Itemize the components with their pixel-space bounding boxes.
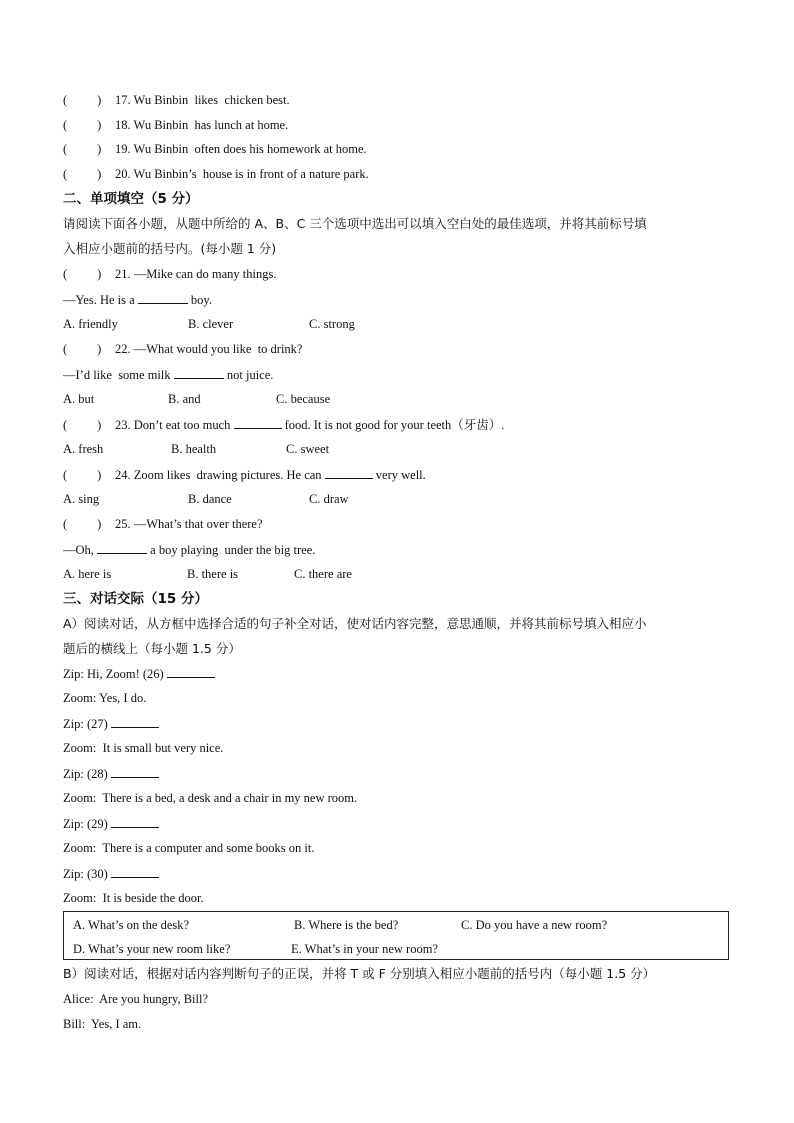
section-2-instruction-line-1: 请阅读下面各小题，从题中所给的 A、B、C 三个选项中选出可以填入空白处的最佳选项，并将其前标号填	[63, 216, 647, 231]
answer-bracket[interactable]	[63, 141, 115, 157]
bracket-right: )	[97, 517, 102, 531]
dialogue-line	[63, 715, 159, 732]
bracket-right: )	[97, 167, 102, 181]
bracket-right: )	[97, 342, 102, 356]
bracket-left: (	[63, 468, 68, 482]
item-number: 17.	[115, 93, 131, 107]
question-stem: 25. —What’s that over there?	[115, 517, 263, 531]
option-c[interactable]: C. there are	[294, 567, 352, 581]
option-c[interactable]: C. sweet	[286, 442, 330, 456]
stem-part: —Yes. He is a	[63, 293, 135, 307]
fill-blank[interactable]	[138, 291, 188, 304]
option-c[interactable]: C. draw	[309, 492, 349, 506]
stem-part: 23. Don’t eat too much	[115, 418, 231, 432]
dialogue-text: Zip: Hi, Zoom! (26)	[63, 667, 164, 681]
bracket-right: )	[97, 142, 102, 156]
dialogue-text: Zip: (28)	[63, 767, 108, 781]
dialogue-line: Zoom: There is a computer and some books on it.	[63, 841, 315, 855]
section-3a-instruction-line-1: A）阅读对话，从方框中选择合适的句子补全对话，使对话内容完整，意思通顺，并将其前标号填入相应小	[63, 616, 647, 631]
fill-blank[interactable]	[234, 416, 282, 429]
question-21	[63, 266, 276, 282]
box-option-c: C. Do you have a new room?	[461, 918, 608, 932]
bracket-right: )	[97, 93, 102, 107]
fill-blank[interactable]	[174, 366, 224, 379]
dialogue-b-line: Alice: Are you hungry, Bill?	[63, 992, 208, 1006]
bracket-right: )	[97, 418, 102, 432]
stem-part: a boy playing under the big tree.	[150, 543, 316, 557]
item-number: 18.	[115, 118, 131, 132]
option-a[interactable]: A. sing	[63, 492, 100, 506]
answer-bracket[interactable]	[63, 467, 115, 483]
answer-bracket[interactable]	[63, 266, 115, 282]
item-number: 20.	[115, 167, 131, 181]
box-option-a: A. What’s on the desk?	[73, 918, 190, 932]
options-row-1	[73, 917, 607, 933]
bracket-right: )	[97, 468, 102, 482]
option-a[interactable]: A. friendly	[63, 317, 118, 331]
question-stem: 22. —What would you like to drink?	[115, 342, 303, 356]
dialogue-line: Zoom: It is small but very nice.	[63, 741, 224, 755]
fill-blank[interactable]	[325, 466, 373, 479]
bracket-left: (	[63, 267, 68, 281]
answer-bracket[interactable]	[63, 417, 115, 433]
tf-item-19	[63, 141, 367, 157]
options-row-2	[73, 941, 438, 957]
bracket-left: (	[63, 167, 68, 181]
dialogue-line	[63, 815, 159, 832]
answer-bracket[interactable]	[63, 117, 115, 133]
box-option-d: D. What’s your new room like?	[73, 942, 231, 956]
bracket-right: )	[97, 118, 102, 132]
question-24-options	[63, 491, 349, 507]
option-b[interactable]: B. clever	[188, 317, 234, 331]
question-25-options	[63, 566, 352, 582]
tf-item-17	[63, 92, 290, 108]
fill-blank-29[interactable]	[111, 815, 159, 828]
dialogue-text: Zip: (27)	[63, 717, 108, 731]
option-b[interactable]: B. dance	[188, 492, 232, 506]
item-text: Wu Binbin’s house is in front of a nature park.	[133, 167, 369, 181]
stem-part: —I’d like some milk	[63, 368, 171, 382]
dialogue-line: Zoom: It is beside the door.	[63, 891, 204, 905]
dialogue-line	[63, 665, 215, 682]
item-text: Wu Binbin likes chicken best.	[133, 93, 290, 107]
section-3-title: 三、对话交际（15 分）	[63, 591, 208, 607]
stem-part: not juice.	[226, 368, 274, 382]
tf-item-18	[63, 117, 288, 133]
bracket-left: (	[63, 418, 68, 432]
section-2-title: 二、单项填空（5 分）	[63, 191, 199, 207]
dialogue-text: Zip: (29)	[63, 817, 108, 831]
dialogue-line	[63, 865, 159, 882]
fill-blank-26[interactable]	[167, 665, 215, 678]
question-22-options	[63, 391, 330, 407]
answer-bracket[interactable]	[63, 341, 115, 357]
bracket-left: (	[63, 342, 68, 356]
bracket-left: (	[63, 142, 68, 156]
fill-blank[interactable]	[97, 541, 147, 554]
option-b[interactable]: B. health	[171, 442, 217, 456]
stem-part: —Oh,	[63, 543, 94, 557]
fill-blank-27[interactable]	[111, 715, 159, 728]
item-text: Wu Binbin has lunch at home.	[133, 118, 289, 132]
option-a[interactable]: A. but	[63, 392, 95, 406]
fill-blank-30[interactable]	[111, 865, 159, 878]
tf-item-20	[63, 166, 369, 182]
question-22-line-2	[63, 366, 273, 383]
section-2-instruction-line-2: 入相应小题前的括号内。(每小题 1 分)	[63, 241, 277, 256]
dialogue-line: Zoom: Yes, I do.	[63, 691, 147, 705]
box-option-e: E. What’s in your new room?	[291, 942, 438, 956]
option-c[interactable]: C. strong	[309, 317, 355, 331]
question-22	[63, 341, 302, 357]
fill-blank-28[interactable]	[111, 765, 159, 778]
bracket-left: (	[63, 517, 68, 531]
dialogue-b-line: Bill: Yes, I am.	[63, 1017, 142, 1031]
question-21-line-2	[63, 291, 212, 308]
question-stem: 21. —Mike can do many things.	[115, 267, 277, 281]
question-25-line-2	[63, 541, 315, 558]
dialogue-text: Zip: (30)	[63, 867, 108, 881]
stem-part: 24. Zoom likes drawing pictures. He can	[115, 468, 322, 482]
bracket-left: (	[63, 93, 68, 107]
stem-part: very well.	[375, 468, 426, 482]
section-3a-instruction-line-2: 题后的横线上（每小题 1.5 分）	[63, 641, 241, 656]
question-21-options	[63, 316, 355, 332]
option-b[interactable]: B. and	[168, 392, 201, 406]
stem-part: boy.	[190, 293, 212, 307]
answer-bracket[interactable]	[63, 516, 115, 532]
question-25	[63, 516, 263, 532]
options-box	[63, 911, 729, 960]
option-c[interactable]: C. because	[276, 392, 331, 406]
dialogue-line	[63, 765, 159, 782]
item-number: 19.	[115, 142, 131, 156]
dialogue-line: Zoom: There is a bed, a desk and a chair in my new room.	[63, 791, 358, 805]
stem-part: food. It is not good for your teeth（牙齿）.	[284, 418, 505, 432]
item-text: Wu Binbin often does his homework at home.	[133, 142, 367, 156]
question-24	[63, 466, 426, 483]
option-a[interactable]: A. here is	[63, 567, 112, 581]
question-23-options	[63, 441, 329, 457]
option-b[interactable]: B. there is	[187, 567, 239, 581]
bracket-left: (	[63, 118, 68, 132]
option-a[interactable]: A. fresh	[63, 442, 104, 456]
answer-bracket[interactable]	[63, 92, 115, 108]
section-3b-instruction: B）阅读对话，根据对话内容判断句子的正误，并将 T 或 F 分别填入相应小题前的括号内（每小题 1.5 分）	[63, 966, 656, 981]
box-option-b: B. Where is the bed?	[294, 918, 399, 932]
question-23	[63, 416, 504, 433]
answer-bracket[interactable]	[63, 166, 115, 182]
bracket-right: )	[97, 267, 102, 281]
